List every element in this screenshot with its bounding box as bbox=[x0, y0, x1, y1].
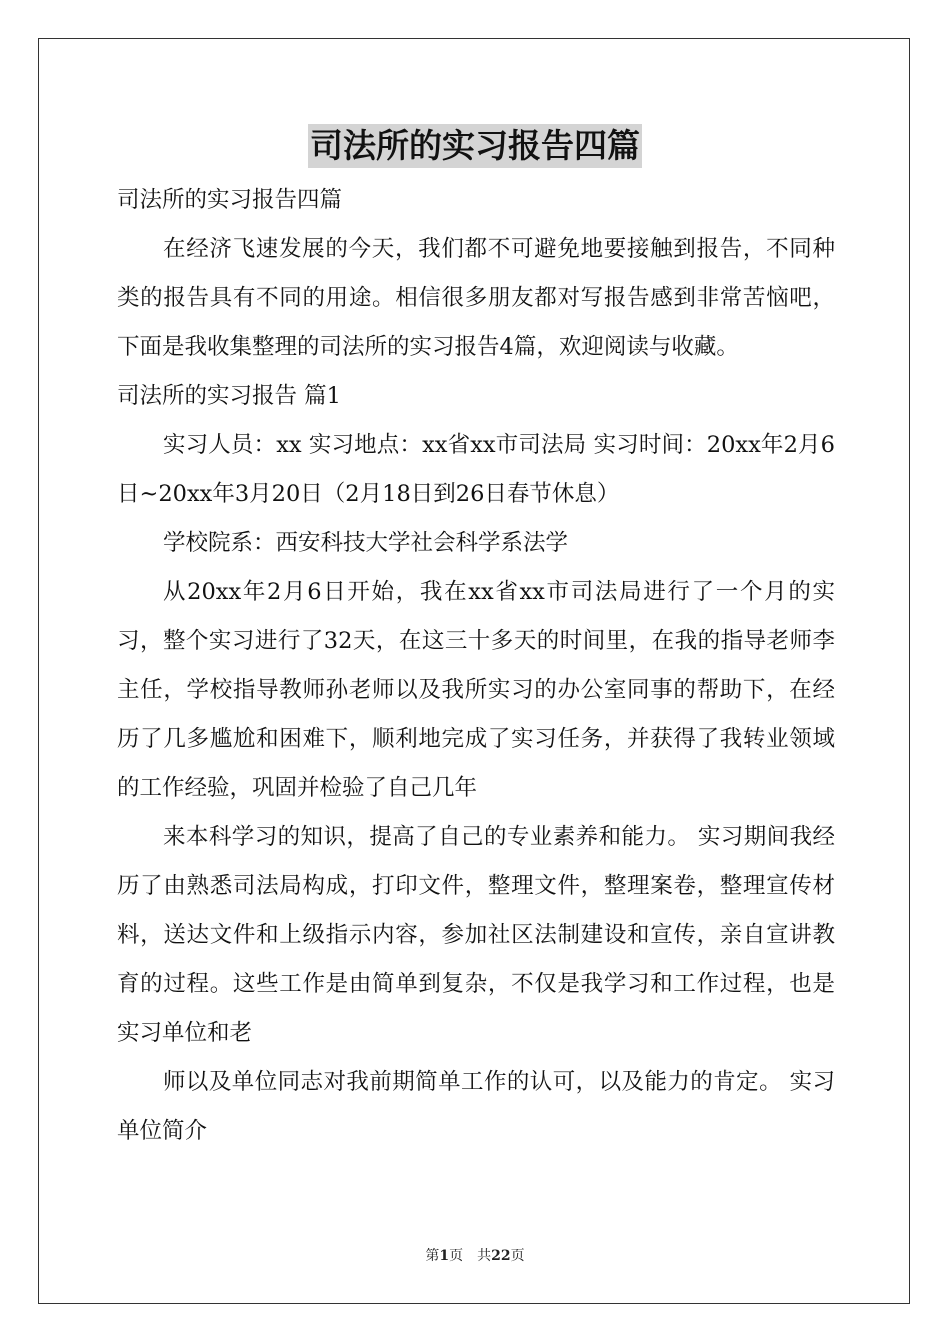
page-current: 1 bbox=[439, 1248, 450, 1264]
section-heading: 司法所的实习报告 篇1 bbox=[117, 383, 341, 409]
paragraph: 学校院系：西安科技大学社会科学系法学 bbox=[163, 530, 569, 556]
paragraph: 司法所的实习报告四篇 bbox=[117, 187, 343, 213]
paragraph: 师以及单位同志对我前期简单工作的认可，以及能力的肯定。 实习单位简介 bbox=[117, 1069, 835, 1144]
page-prefix: 第 bbox=[425, 1248, 440, 1264]
paragraph: 来本科学习的知识，提高了自己的专业素养和能力。 实习期间我经历了由熟悉司法局构成，打印文件，整理文件，整理案卷，整理宣传材料，送达文件和上级指示内容，参加社区法制建设和宣传，亲自宣讲教育的过程。这些工作是由简单到复杂，不仅是我学习和工作过程，也是实习单位和老 bbox=[117, 824, 835, 1046]
page-footer bbox=[0, 1245, 950, 1265]
page-total: 22 bbox=[491, 1248, 511, 1264]
document-body bbox=[117, 176, 835, 1156]
document-title: 司法所的实习报告四篇 bbox=[308, 124, 642, 168]
page-suffix: 页 bbox=[449, 1248, 464, 1264]
title-container bbox=[0, 124, 950, 168]
total-prefix: 共 bbox=[477, 1248, 492, 1264]
paragraph: 实习人员：xx 实习地点：xx省xx市司法局 实习时间：20xx年2月6日~20xx年3月20日（2月18日到26日春节休息） bbox=[117, 432, 835, 507]
paragraph: 从20xx年2月6日开始，我在xx省xx市司法局进行了一个月的实习，整个实习进行了32天，在这三十多天的时间里，在我的指导老师李主任，学校指导教师孙老师以及我所实习的办公室同事的帮助下，在经历了几多尴尬和困难下，顺利地完成了实习任务，并获得了我转业领域的工作经验，巩固并检验了自己几年 bbox=[117, 579, 835, 801]
paragraph: 在经济飞速发展的今天，我们都不可避免地要接触到报告，不同种类的报告具有不同的用途。相信很多朋友都对写报告感到非常苦恼吧，下面是我收集整理的司法所的实习报告4篇，欢迎阅读与收藏。 bbox=[117, 236, 835, 360]
total-suffix: 页 bbox=[510, 1248, 525, 1264]
